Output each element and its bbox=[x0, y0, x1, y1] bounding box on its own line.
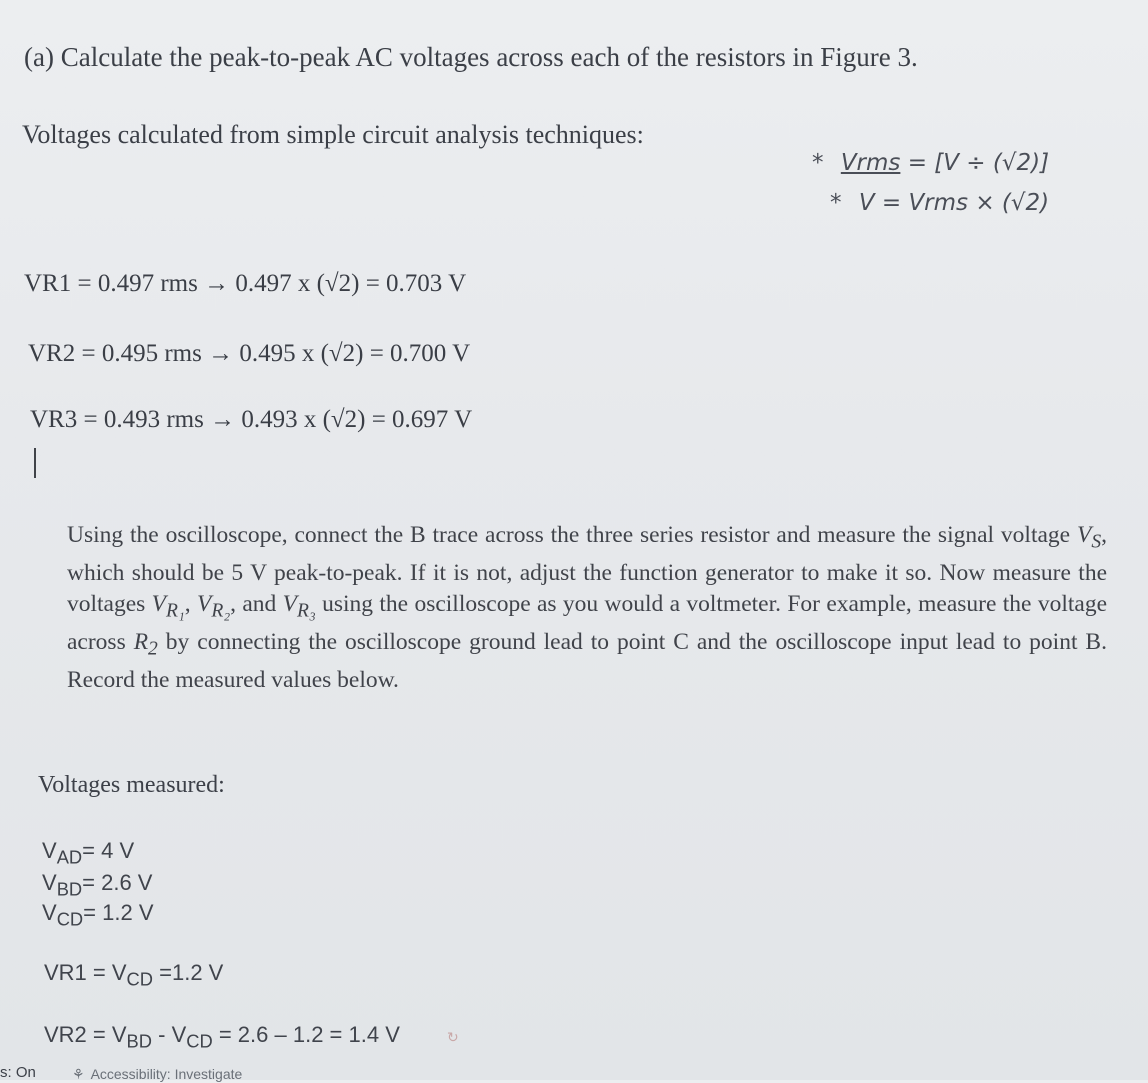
status-bar-text: s: On bbox=[0, 1064, 36, 1081]
vr1-result: $VR1 = V_{CD} =1.2$ V bbox=[44, 960, 224, 990]
accessibility-icon: ⚘ bbox=[72, 1066, 85, 1082]
vr1-calculation: VR1 = 0.497 rms → 0.497 x (√2) = 0.703 V bbox=[24, 270, 467, 297]
vad-measurement: $V_{AD}= 4$ V bbox=[42, 838, 135, 868]
procedure-text: by connecting the oscilloscope ground lead to point C and the oscilloscope input lead to point B. Record the measured values below. bbox=[67, 628, 1107, 694]
bullet-star: * bbox=[812, 150, 824, 176]
bullet-star: * bbox=[830, 190, 842, 216]
vbd-measurement: $V_{BD}= 2.6$ V bbox=[42, 870, 153, 900]
formula-vrms bbox=[812, 150, 1049, 176]
var-vr2: $V_{R_2}$ bbox=[197, 590, 231, 622]
formula-v-text: V = Vrms × (√2) bbox=[858, 190, 1050, 216]
accessibility-status[interactable] bbox=[72, 1066, 242, 1083]
var-vr1: $V_{R_1}$ bbox=[151, 590, 185, 622]
question-heading: (a) Calculate the peak-to-peak AC voltages across each of the resistors in Figure 3. bbox=[24, 42, 918, 72]
procedure-text: , which should be 5 V peak-to-peak. If it is not, adjust the function generator to make it so. Now measure the voltages bbox=[67, 522, 1107, 617]
formula-v bbox=[830, 190, 1049, 216]
var-vr3: $V_{R_3}$ bbox=[282, 590, 316, 622]
var-vs: $V_S$ bbox=[1076, 522, 1102, 553]
var-r2: $R_2$ bbox=[133, 628, 158, 660]
procedure-text: Using the oscilloscope, connect the B trace across the three series resistor and measure the signal voltage bbox=[67, 522, 1077, 548]
measured-heading: Voltages measured: bbox=[38, 772, 225, 798]
vr3-calculation: VR3 = 0.493 rms → 0.493 x (√2) = 0.697 V bbox=[30, 406, 473, 433]
formula-vrms-lhs: Vrms bbox=[840, 150, 901, 176]
procedure-paragraph: Using the oscilloscope, connect the B trace across the three series resistor and measure the signal voltage $V_S$, which should be 5 V peak-to-peak. If it is not, adjust the function generator to make it so. Now measure the voltages $V_{R_1}$, $V_{R_2}$, and $V_{R_3}$ using the oscilloscope as you would a voltmeter. For example, measure the voltage across $R_2$ by connecting the oscilloscope ground lead to point C and the oscilloscope input lead to point B. Record the measured values below. bbox=[67, 522, 1108, 694]
vcd-measurement: $V_{CD}= 1.2$ V bbox=[42, 900, 154, 930]
cursor-mark-icon: ↻ bbox=[447, 1030, 459, 1046]
formula-vrms-rhs: = [V ÷ (√2)] bbox=[907, 150, 1050, 176]
text-cursor bbox=[34, 448, 36, 478]
vr2-calculation: VR2 = 0.495 rms → 0.495 x (√2) = 0.700 V bbox=[28, 340, 471, 367]
accessibility-label: Accessibility: Investigate bbox=[90, 1066, 243, 1082]
procedure-text: using the oscilloscope as you would a voltmeter. For example, measure the voltage across bbox=[67, 590, 1108, 655]
calculated-subheading: Voltages calculated from simple circuit analysis techniques: bbox=[22, 120, 644, 149]
vr2-result: $VR2 = V_{BD} - V_{CD} = 2.6 - 1.2 = 1.4$ V bbox=[44, 1022, 400, 1052]
